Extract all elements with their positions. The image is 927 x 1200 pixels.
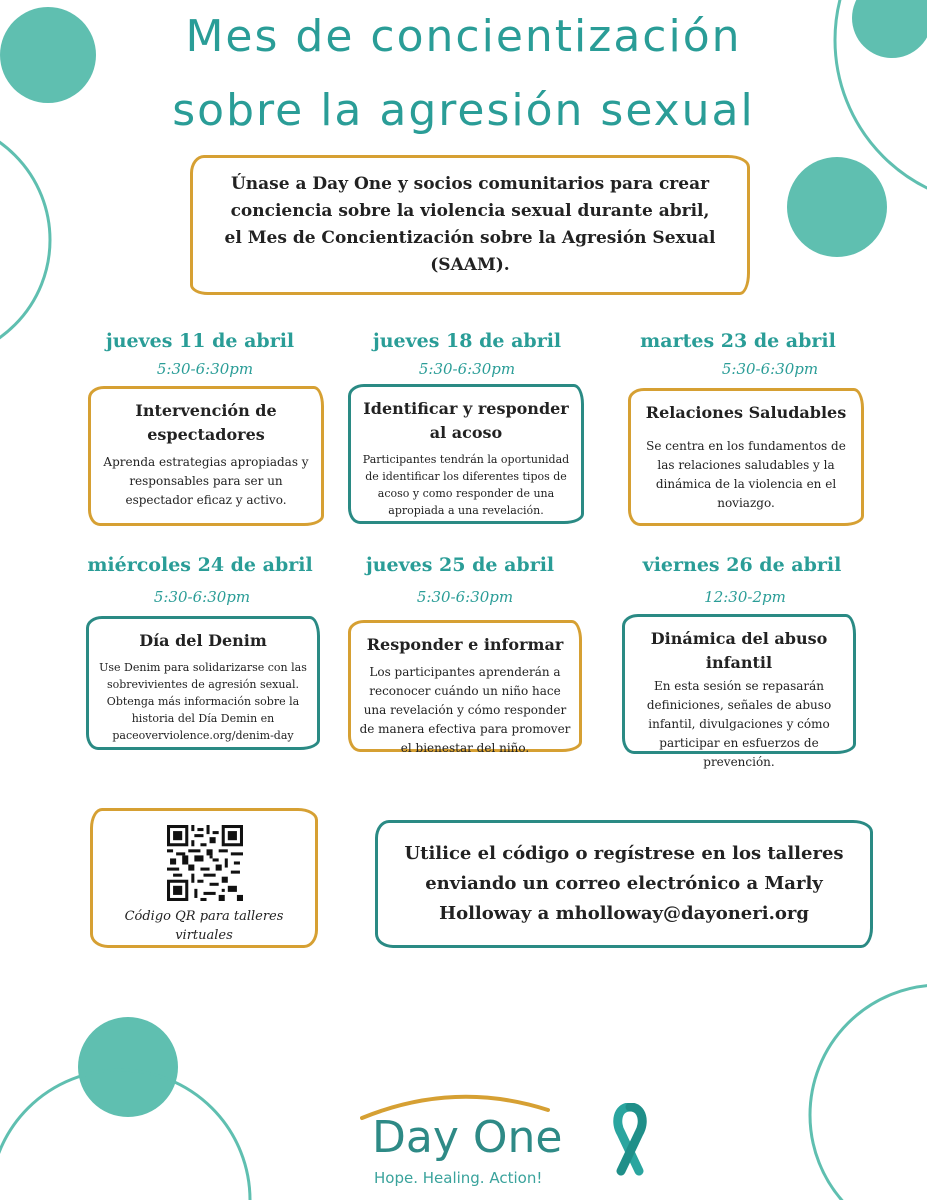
event-desc: Use Denim para solidarizarse con las sobrevivientes de agresión sexual. Obtenga más información sobre la historia del Día Demin en paceoverviolence.org/denim-day bbox=[99, 661, 307, 742]
event-time: 5:30-6:30pm bbox=[416, 588, 514, 606]
ring-left bbox=[0, 120, 50, 360]
event-date: jueves 11 de abril bbox=[105, 330, 295, 352]
event-title: Intervención de espectadores bbox=[135, 401, 277, 444]
event-desc: Los participantes aprenderán a reconocer cuándo un niño hace una revelación y cómo responder de manera efectiva para promover el bienestar del niño. bbox=[359, 665, 571, 755]
registration-box bbox=[375, 820, 873, 948]
circle-bottom-left bbox=[78, 1017, 178, 1117]
intro-box bbox=[190, 155, 750, 295]
event-time: 5:30-6:30pm bbox=[156, 360, 254, 378]
event-time: 5:30-6:30pm bbox=[721, 360, 819, 378]
event-desc: Aprenda estrategias apropiadas y responsables para ser un espectador eficaz y activo. bbox=[103, 455, 309, 507]
event-time: 12:30-2pm bbox=[704, 588, 786, 606]
event-time: 5:30-6:30pm bbox=[153, 588, 251, 606]
event-date: miércoles 24 de abril bbox=[87, 554, 313, 576]
ring-bottom-right bbox=[810, 985, 927, 1200]
event-card bbox=[86, 616, 320, 750]
qr-caption: Código QR para talleres virtuales bbox=[124, 909, 284, 943]
event-desc: Se centra en los fundamentos de las relaciones saludables y la dinámica de la violencia en el noviazgo. bbox=[646, 439, 846, 510]
event-date: jueves 25 de abril bbox=[365, 554, 555, 576]
event-date: martes 23 de abril bbox=[640, 330, 836, 352]
event-date: jueves 18 de abril bbox=[372, 330, 562, 352]
event-date: viernes 26 de abril bbox=[642, 554, 842, 576]
circle-right bbox=[787, 157, 887, 257]
event-card bbox=[348, 384, 584, 524]
page-title-line1: Mes de concientización bbox=[185, 11, 742, 62]
event-title: Responder e informar bbox=[366, 635, 564, 654]
event-desc: Participantes tendrán la oportunidad de identificar los diferentes tipos de acoso y como responder de una apropiada a una revelación. bbox=[362, 453, 570, 517]
qr-code-icon[interactable] bbox=[167, 825, 243, 901]
intro-text: Únase a Day One y socios comunitarios para crear conciencia sobre la violencia sexual durante abril, el Mes de Concientización sobre la Agresión Sexual (SAAM). bbox=[224, 174, 716, 275]
event-card bbox=[348, 620, 582, 755]
event-card bbox=[622, 614, 856, 769]
event-title: Identificar y responder al acoso bbox=[363, 399, 569, 442]
event-title: Relaciones Saludables bbox=[645, 403, 847, 422]
event-time: 5:30-6:30pm bbox=[418, 360, 516, 378]
event-desc: En esta sesión se repasarán definiciones, señales de abuso infantil, divulgaciones y cómo participar en esfuerzos de prevención. bbox=[646, 679, 832, 769]
page-title-line2: sobre la agresión sexual bbox=[172, 85, 755, 136]
event-card bbox=[88, 386, 324, 526]
registration-text: Utilice el código o regístrese en los talleres enviando un correo electrónico a Marly Holloway a mholloway@dayoneri.org bbox=[404, 843, 844, 924]
awareness-ribbon-icon bbox=[605, 1103, 655, 1177]
qr-box bbox=[90, 808, 318, 948]
event-title: Dinámica del abuso infantil bbox=[650, 629, 828, 672]
event-card bbox=[628, 388, 864, 526]
logo-tagline: Hope. Healing. Action! bbox=[374, 1169, 543, 1187]
event-title: Día del Denim bbox=[139, 631, 267, 650]
logo-name: Day One bbox=[372, 1112, 563, 1163]
